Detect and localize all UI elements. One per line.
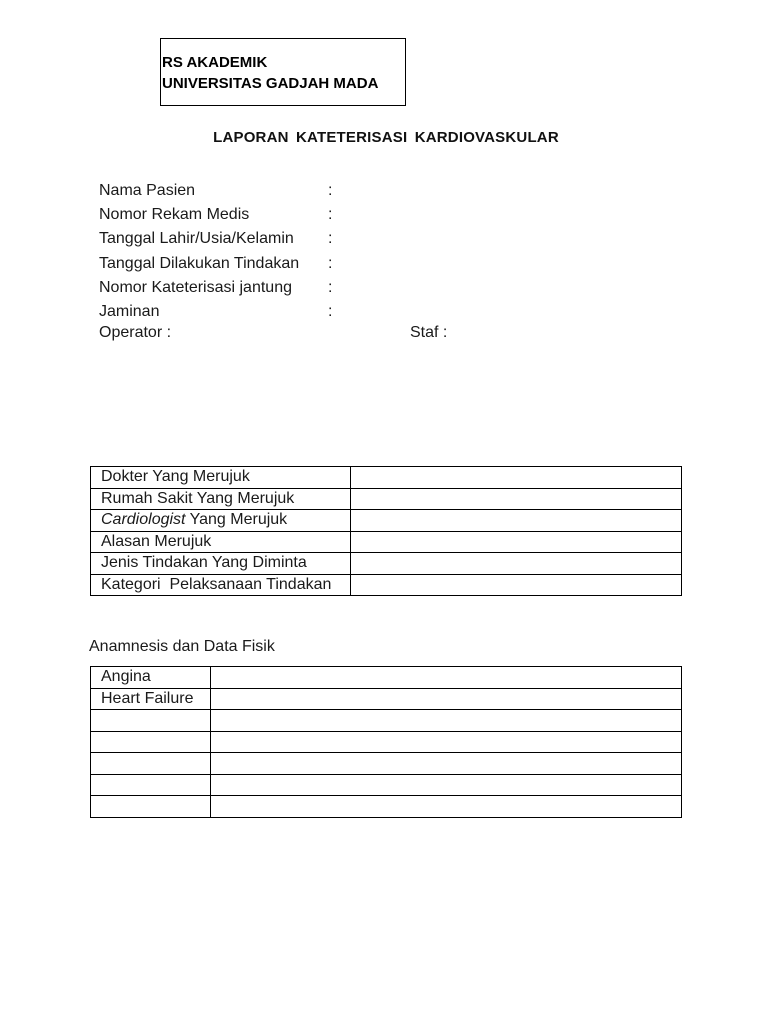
operator-label: Operator : bbox=[99, 324, 172, 341]
referring-hospital-label: Rumah Sakit Yang Merujuk bbox=[91, 488, 351, 510]
birthdate-age-sex-label: Tanggal Lahir/Usia/Kelamin bbox=[99, 230, 294, 247]
empty-label-cell[interactable] bbox=[91, 710, 211, 732]
referring-hospital-value[interactable] bbox=[351, 488, 682, 510]
table-row bbox=[91, 488, 682, 510]
empty-value-cell[interactable] bbox=[211, 731, 682, 753]
angina-value[interactable] bbox=[211, 667, 682, 689]
referral-table bbox=[90, 466, 682, 596]
table-row bbox=[91, 467, 682, 489]
patient-name-label: Nama Pasien bbox=[99, 182, 196, 199]
medical-record-number-colon: : bbox=[328, 206, 333, 223]
referring-doctor-value[interactable] bbox=[351, 467, 682, 489]
hospital-name-line2: UNIVERSITAS GADJAH MADA bbox=[162, 75, 379, 92]
referring-doctor-label: Dokter Yang Merujuk bbox=[91, 467, 351, 489]
document-title: LAPORAN KATETERISASI KARDIOVASKULAR bbox=[213, 129, 559, 146]
empty-value-cell[interactable] bbox=[211, 796, 682, 818]
requested-procedure-label: Jenis Tindakan Yang Diminta bbox=[91, 553, 351, 575]
referring-cardiologist-value[interactable] bbox=[351, 510, 682, 532]
anamnesis-table bbox=[90, 666, 682, 818]
table-row bbox=[91, 574, 682, 596]
empty-label-cell[interactable] bbox=[91, 774, 211, 796]
heart-failure-label: Heart Failure bbox=[91, 688, 211, 710]
table-row bbox=[91, 710, 682, 732]
empty-label-cell[interactable] bbox=[91, 731, 211, 753]
table-row bbox=[91, 796, 682, 818]
empty-value-cell[interactable] bbox=[211, 753, 682, 775]
catheterization-number-colon: : bbox=[328, 279, 333, 296]
hospital-name-box bbox=[160, 38, 406, 106]
procedure-category-label: Kategori Pelaksanaan Tindakan bbox=[91, 574, 351, 596]
catheterization-number-label: Nomor Kateterisasi jantung bbox=[99, 279, 292, 296]
referral-reason-value[interactable] bbox=[351, 531, 682, 553]
procedure-category-value[interactable] bbox=[351, 574, 682, 596]
hospital-name-line1: RS AKADEMIK bbox=[162, 54, 268, 71]
cardiologist-italic-text: Cardiologist bbox=[101, 511, 186, 529]
birthdate-age-sex-colon: : bbox=[328, 230, 333, 247]
requested-procedure-value[interactable] bbox=[351, 553, 682, 575]
table-row bbox=[91, 753, 682, 775]
procedure-date-colon: : bbox=[328, 255, 333, 272]
table-row bbox=[91, 774, 682, 796]
empty-value-cell[interactable] bbox=[211, 774, 682, 796]
empty-label-cell[interactable] bbox=[91, 753, 211, 775]
medical-record-number-label: Nomor Rekam Medis bbox=[99, 206, 250, 223]
insurance-colon: : bbox=[328, 303, 333, 320]
table-row bbox=[91, 731, 682, 753]
anamnesis-heading: Anamnesis dan Data Fisik bbox=[89, 638, 275, 655]
cardiologist-label-rest: Yang Merujuk bbox=[185, 511, 288, 529]
insurance-label: Jaminan bbox=[99, 303, 160, 320]
referring-cardiologist-label bbox=[91, 510, 351, 532]
heart-failure-value[interactable] bbox=[211, 688, 682, 710]
table-row bbox=[91, 510, 682, 532]
empty-label-cell[interactable] bbox=[91, 796, 211, 818]
procedure-date-label: Tanggal Dilakukan Tindakan bbox=[99, 255, 300, 272]
table-row bbox=[91, 667, 682, 689]
table-row bbox=[91, 531, 682, 553]
table-row bbox=[91, 688, 682, 710]
patient-name-colon: : bbox=[328, 182, 333, 199]
table-row bbox=[91, 553, 682, 575]
referral-reason-label: Alasan Merujuk bbox=[91, 531, 351, 553]
angina-label: Angina bbox=[91, 667, 211, 689]
staff-label: Staf : bbox=[410, 324, 448, 341]
empty-value-cell[interactable] bbox=[211, 710, 682, 732]
